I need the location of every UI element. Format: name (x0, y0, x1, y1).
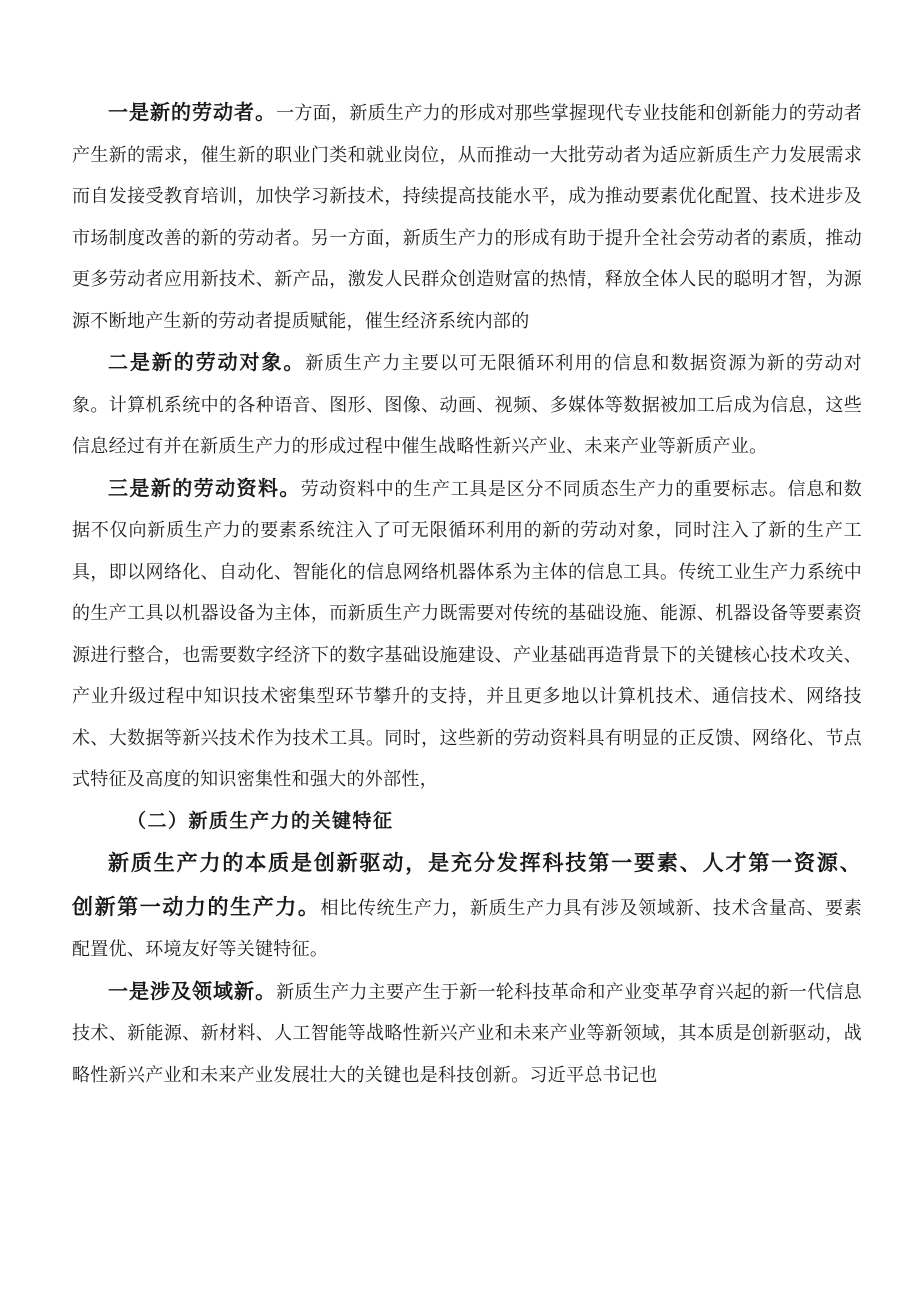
paragraph-body: 新质生产力主要以可无限循环利用的信息和数据资源为新的劳动对象。计算机系统中的各种语音、图形、图像、动画、视频、多媒体等数据被加工后成为信息，这些信息经过有并在新质生产力的形成过程中催生战略性新兴产业、未来产业等新质产业。 (72, 353, 862, 457)
paragraph-lead: 新质生产力的本质是创新驱动，是充分发挥科技第一要素、人才第一资源、创新第一动力的生产力。 (72, 850, 862, 919)
paragraph-body: 相比传统生产力，新质生产力具有涉及领域新、技术含量高、要素配置优、环境友好等关键特征。 (72, 897, 863, 960)
paragraph-new-labor-materials (72, 468, 862, 801)
paragraph-body: 新质生产力主要产生于新一轮科技革命和产业变革孕育兴起的新一代信息技术、新能源、新材料、人工智能等战略性新兴产业和未来产业等新领域，其本质是创新驱动，战略性新兴产业和未来产业发展壮大的关键也是科技创新。习近平总书记也 (72, 981, 863, 1086)
paragraph-body: 一方面，新质生产力的形成对那些掌握现代专业技能和创新能力的劳动者产生新的需求，催生新的职业门类和就业岗位，从而推动一大批劳动者为适应新质生产力发展需求而自发接受教育培训，加快学习新技术，持续提高技能水平，成为推动要素优化配置、技术进步及市场制度改善的新的劳动者。另一方面，新质生产力的形成有助于提升全社会劳动者的素质，推动更多劳动者应用新技术、新产品，激发人民群众创造财富的热情，释放全体人民的聪明才智，为源源不断地产生新的劳动者提质赋能，催生经济系统内部的 (72, 103, 863, 332)
paragraph-lead: 一是涉及领域新。 (108, 978, 277, 1003)
paragraph-new-labor-objects (72, 342, 862, 468)
paragraph-new-fields (72, 971, 862, 1097)
paragraph-lead: 三是新的劳动资料。 (108, 475, 301, 500)
paragraph-new-laborers (72, 92, 862, 342)
document-page (72, 92, 862, 1096)
paragraph-lead: 二是新的劳动对象。 (108, 350, 306, 374)
section-intro-paragraph (72, 842, 862, 971)
section-heading: （二）新质生产力的关键特征 (127, 809, 394, 832)
paragraph-lead: 一是新的劳动者。 (108, 100, 277, 124)
paragraph-body: 劳动资料中的生产工具是区分不同质态生产力的重要标志。信息和数据不仅向新质生产力的要素系统注入了可无限循环利用的新的劳动对象，同时注入了新的生产工具，即以网络化、自动化、智能化的信息网络机器体系为主体的信息工具。传统工业生产力系统中的生产工具以机器设备为主体，而新质生产力既需要对传统的基础设施、能源、机器设备等要素资源进行整合，也需要数字经济下的数字基础设施建设、产业基础再造背景下的关键核心技术攻关、产业升级过程中知识技术密集型环节攀升的支持，并且更多地以计算机技术、通信技术、网络技术、大数据等新兴技术作为技术工具。同时，这些新的劳动资料具有明显的正反馈、网络化、节点式特征及高度的知识密集性和强大的外部性， (72, 478, 863, 790)
